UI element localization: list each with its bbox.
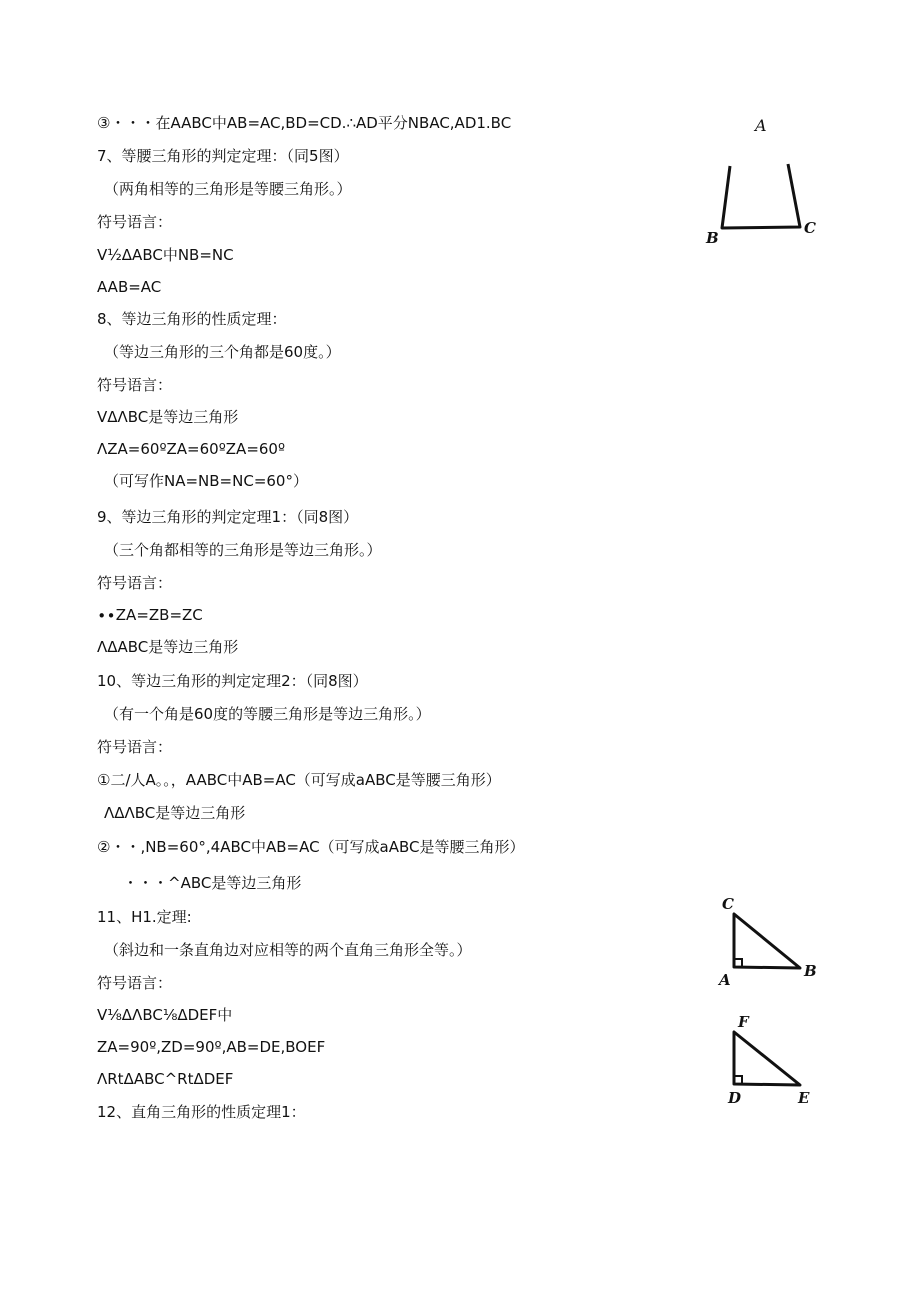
text-line-21: ①二/人A。。，AABC中AB=AC（可写成aABC是等腰三角形） — [97, 771, 501, 789]
theorem-10-heading: 10、等边三角形的判定定理2：（同8图） — [97, 672, 368, 690]
text-line-23: ②・・,NB=60°,4ABC中AB=AC（可写成aABC是等腰三角形） — [97, 838, 525, 856]
symbol-language-label: 符号语言： — [97, 213, 173, 231]
vertex-label-d: D — [728, 1089, 742, 1107]
vertex-label-c: C — [722, 895, 734, 913]
triangle-sides — [734, 1032, 800, 1085]
vertex-label-a: A — [719, 971, 731, 989]
theorem-10-statement: （有一个角是60度的等腰三角形是等边三角形。） — [104, 705, 431, 723]
theorem-11-heading: 11、H1.定理: — [97, 908, 192, 926]
right-triangle-def-figure — [712, 1010, 832, 1110]
theorem-8-heading: 8、等边三角形的性质定理： — [97, 310, 287, 328]
theorem-7-heading: 7、等腰三角形的判定定理：（同5图） — [97, 147, 349, 165]
symbol-language-label: 符号语言： — [97, 376, 173, 394]
text-line-28: V⅛ΔΛBC⅛ΔDEF中 — [97, 1006, 233, 1024]
vertex-label-a: A — [755, 116, 767, 135]
symbol-language-label: 符号语言： — [97, 974, 173, 992]
text-line-24: ・・・^ABC是等边三角形 — [123, 874, 302, 892]
theorem-9-statement: （三个角都相等的三角形是等边三角形。） — [104, 541, 382, 559]
right-triangle-abc-figure — [712, 890, 832, 990]
text-line-17: ΛΔABC是等边三角形 — [97, 638, 239, 656]
theorem-9-heading: 9、等边三角形的判定定理1：（同8图） — [97, 508, 359, 526]
text-line-29: ZA=90º,ZD=90º,AB=DE,BOEF — [97, 1038, 326, 1056]
text-line-30: ΛRtΔABC^RtΔDEF — [97, 1070, 234, 1088]
text-line-16: ∙∙ZA=ZB=ZC — [97, 606, 203, 624]
text-line-5: V½ΔABC中NB=NC — [97, 246, 234, 264]
text-line-1: ③・・・在AABC中AB=AC,BD=CD.∴AD平分NBAC,AD1.BC — [97, 114, 512, 132]
vertex-label-c: C — [804, 219, 816, 237]
text-line-12: （可写作NA=NB=NC=60°） — [104, 472, 308, 490]
symbol-language-label: 符号语言： — [97, 574, 173, 592]
triangle-sides — [734, 914, 800, 968]
vertex-label-f: F — [738, 1013, 749, 1031]
isosceles-triangle-figure — [700, 110, 830, 250]
triangle-sides — [722, 164, 800, 228]
text-line-10: VΔΛBC是等边三角形 — [97, 408, 239, 426]
text-line-11: ΛZA=60ºZA=60ºZA=60º — [97, 440, 286, 458]
theorem-11-statement: （斜边和一条直角边对应相等的两个直角三角形全等。） — [104, 941, 472, 959]
text-line-6: AAB=AC — [97, 278, 162, 296]
vertex-label-b: B — [804, 962, 817, 980]
theorem-8-statement: （等边三角形的三个角都是60度。） — [104, 343, 341, 361]
theorem-12-heading: 12、直角三角形的性质定理1： — [97, 1103, 306, 1121]
symbol-language-label: 符号语言： — [97, 738, 173, 756]
theorem-7-statement: （两角相等的三角形是等腰三角形。） — [104, 180, 352, 198]
vertex-label-e: E — [798, 1089, 810, 1107]
vertex-label-b: B — [706, 229, 719, 247]
text-line-22: ΛΔΛBC是等边三角形 — [104, 804, 246, 822]
